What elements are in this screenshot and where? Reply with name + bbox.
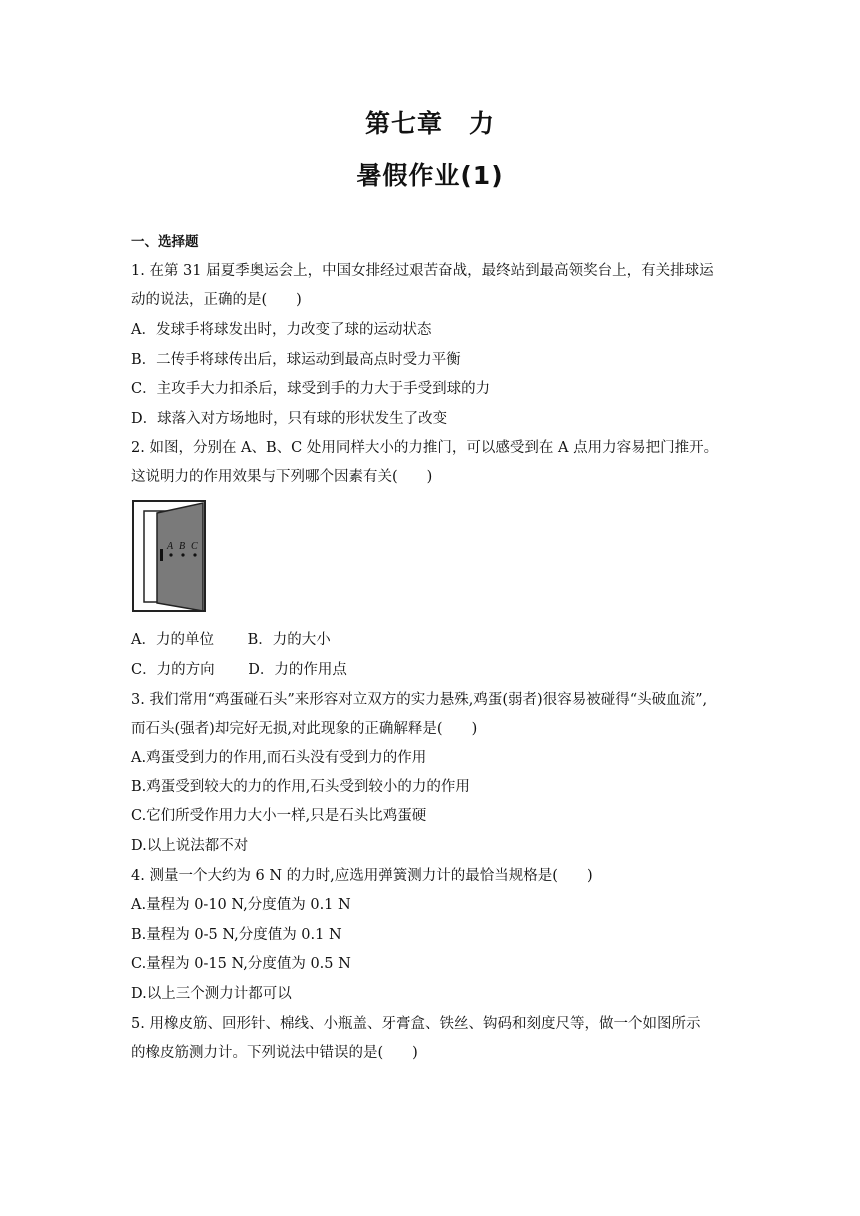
q3-stem-line2: 而石头(强者)却完好无损,对此现象的正确解释是( )	[131, 721, 478, 737]
q3-option-c: C.它们所受作用力大小一样,只是石头比鸡蛋硬	[131, 808, 427, 824]
page-subtitle: 暑假作业(1)	[356, 161, 504, 190]
q2-options-row2: C．力的方向 D．力的作用点	[131, 662, 347, 678]
label-a: A	[167, 541, 174, 552]
q1-option-c: C．主攻手大力扣杀后，球受到手的力大于手受到球的力	[131, 381, 491, 397]
q1-stem-line1: 1. 在第 31 届夏季奥运会上，中国女排经过艰苦奋战，最终站到最高领奖台上，有关排球运	[131, 263, 714, 279]
q4-option-d: D.以上三个测力计都可以	[131, 986, 292, 1002]
door-handle	[160, 549, 163, 561]
door-figure	[131, 499, 209, 614]
q4-option-c: C.量程为 0-15 N,分度值为 0.5 N	[131, 956, 351, 972]
section-heading: 一、选择题	[131, 234, 199, 250]
q2-stem-line1: 2. 如图，分别在 A、B、C 处用同样大小的力推门，可以感受到在 A 点用力容易把门推开。	[131, 440, 719, 456]
q4-stem: 4. 测量一个大约为 6 N 的力时,应选用弹簧测力计的最恰当规格是( )	[131, 868, 593, 884]
q5-stem-line2: 的橡皮筋测力计。下列说法中错误的是( )	[131, 1045, 418, 1061]
point-a-dot	[169, 553, 172, 556]
point-b-dot	[181, 553, 184, 556]
door-panel	[157, 503, 203, 611]
q1-option-a: A．发球手将球发出时，力改变了球的运动状态	[131, 322, 432, 338]
q3-option-d: D.以上说法都不对	[131, 838, 249, 854]
q4-option-a: A.量程为 0-10 N,分度值为 0.1 N	[131, 897, 351, 913]
q3-option-a: A.鸡蛋受到力的作用,而石头没有受到力的作用	[131, 750, 427, 766]
label-b: B	[179, 541, 186, 552]
q5-stem-line1: 5. 用橡皮筋、回形针、棉线、小瓶盖、牙膏盒、铁丝、钩码和刻度尺等，做一个如图所示	[131, 1016, 701, 1032]
q3-stem-line1: 3. 我们常用“鸡蛋碰石头”来形容对立双方的实力悬殊,鸡蛋(弱者)很容易被碰得“头破血流”,	[131, 692, 708, 708]
q3-option-b: B.鸡蛋受到较大的力的作用,石头受到较小的力的作用	[131, 779, 470, 795]
q1-stem-line2: 动的说法，正确的是( )	[131, 292, 302, 308]
q2-stem-line2: 这说明力的作用效果与下列哪个因素有关( )	[131, 469, 433, 485]
point-c-dot	[193, 553, 196, 556]
chapter-title: 第七章 力	[364, 109, 495, 138]
q1-option-b: B．二传手将球传出后，球运动到最高点时受力平衡	[131, 352, 461, 368]
q4-option-b: B.量程为 0-5 N,分度值为 0.1 N	[131, 927, 342, 943]
q2-options-row1: A．力的单位 B．力的大小	[131, 632, 331, 648]
q1-option-d: D．球落入对方场地时，只有球的形状发生了改变	[131, 411, 448, 427]
label-c: C	[191, 541, 198, 552]
